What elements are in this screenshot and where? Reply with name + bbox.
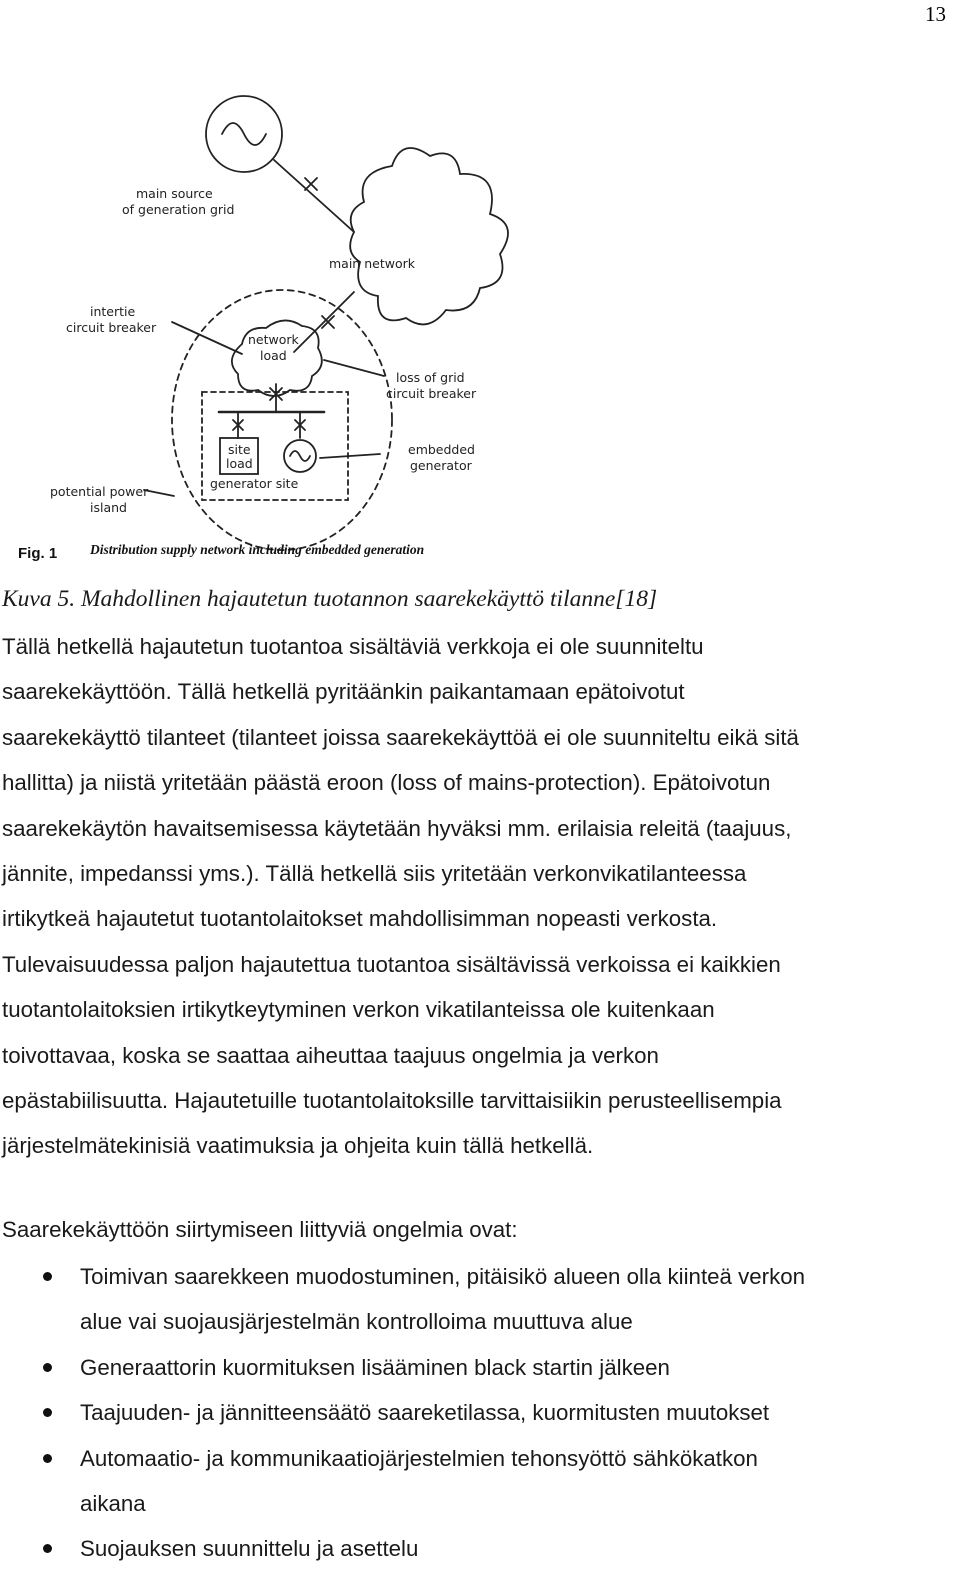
list-item-line: aikana <box>80 1491 146 1517</box>
paragraph-line: toivottavaa, koska se saattaa aiheuttaa taajuus ongelmia ja verkon <box>2 1042 659 1068</box>
network-load-label-2: load <box>260 348 287 363</box>
list-item-line: Suojauksen suunnittelu ja asettelu <box>80 1536 419 1562</box>
page-number: 13 <box>925 2 946 26</box>
main-network-cloud-icon <box>350 148 508 324</box>
fig-label: Fig. 1 <box>18 545 58 562</box>
breaker-mark-icon <box>305 178 317 190</box>
embedded-generator-label-1: embedded <box>408 442 475 457</box>
list-item-line: Automaatio- ja kommunikaatiojärjestelmien tehonsyöttö sähkökatkon <box>80 1445 758 1471</box>
bullet-icon <box>43 1363 52 1372</box>
list-item <box>0 1526 945 1571</box>
intertie-label-2: circuit breaker <box>66 320 157 335</box>
paragraph-line: saarekekäyttö tilanteet (tilanteet joissa saarekekäyttöä ei ole suunniteltu eikä sitä <box>2 724 799 750</box>
paragraph-line: Tulevaisuudessa paljon hajautettua tuotantoa sisältävissä verkoissa ei kaikkien <box>2 951 781 977</box>
list-item-line: Generaattorin kuormituksen lisääminen black startin jälkeen <box>80 1354 670 1380</box>
paragraph-line: saarekekäyttöön. Tällä hetkellä pyritäänkin paikantamaan epätoivotut <box>2 679 685 705</box>
network-load-label-1: network <box>248 332 299 347</box>
list-item <box>0 1345 945 1390</box>
power-island-label-1: potential power <box>50 484 149 499</box>
potential-power-island-icon <box>172 290 392 550</box>
main-network-label: main network <box>329 256 415 271</box>
list-item <box>0 1390 945 1435</box>
paragraph-line: saarekekäytön havaitsemisessa käytetään hyväksi mm. erilaisia releitä (taajuus, <box>2 815 792 841</box>
figure-caption: Kuva 5. Mahdollinen hajautetun tuotannon saarekekäyttö tilanne[18] <box>2 586 658 612</box>
main-source-label-2: of generation grid <box>122 202 235 217</box>
bullet-icon <box>43 1408 52 1417</box>
list-item <box>0 1254 945 1345</box>
main-source-label-1: main source <box>136 186 213 201</box>
body-paragraph <box>2 624 947 1169</box>
bullet-icon <box>43 1272 52 1281</box>
paragraph-line: irtikytkeä hajautetut tuotantolaitokset mahdollisimman nopeasti verkosta. <box>2 906 718 932</box>
loss-of-grid-label-1: loss of grid <box>396 370 465 385</box>
list-intro: Saarekekäyttöön siirtymiseen liittyviä ongelmia ovat: <box>2 1217 518 1242</box>
site-load-label-2: load <box>226 456 253 471</box>
figure-distribution-network <box>18 92 556 572</box>
site-load-label-1: site <box>228 442 251 457</box>
power-island-label-2: island <box>90 500 127 515</box>
loss-of-grid-label-2: circuit breaker <box>386 386 477 401</box>
generator-site-label: generator site <box>210 476 299 491</box>
paragraph-line: tuotantolaitoksien irtikytkeytyminen verkon vikatilanteissa ole kuitenkaan <box>2 997 715 1023</box>
bullet-icon <box>43 1544 52 1553</box>
list-item-line: Toimivan saarekkeen muodostuminen, pitäisikö alueen olla kiinteä verkon <box>80 1264 806 1289</box>
list-item-line: Taajuuden- ja jännitteensäätö saareketilassa, kuormitusten muutokset <box>80 1400 770 1426</box>
embedded-generator-label-2: generator <box>410 458 472 473</box>
list-item-line: alue vai suojausjärjestelmän kontrolloima muuttuva alue <box>80 1309 633 1335</box>
paragraph-line: epästabiilisuutta. Hajautetuille tuotantolaitoksille tarvittaisiikin perusteellisempia <box>2 1088 782 1114</box>
paragraph-line: Tällä hetkellä hajautetun tuotantoa sisältäviä verkkoja ei ole suunniteltu <box>2 634 704 659</box>
intertie-label-1: intertie <box>90 304 136 319</box>
paragraph-line: hallitta) ja niistä yritetään päästä eroon (loss of mains-protection). Epätoivotun <box>2 770 771 796</box>
bullet-icon <box>43 1454 52 1463</box>
paragraph-line: järjestelmätekinisiä vaatimuksia ja ohjeita kuin tällä hetkellä. <box>2 1133 594 1159</box>
network-diagram <box>18 92 556 572</box>
fig-title: Distribution supply network including embedded generation <box>90 542 425 557</box>
list-item <box>0 1436 945 1527</box>
problem-list <box>0 1254 945 1572</box>
paragraph-line: jännite, impedanssi yms.). Tällä hetkellä siis yritetään verkonvikatilanteessa <box>2 861 747 887</box>
